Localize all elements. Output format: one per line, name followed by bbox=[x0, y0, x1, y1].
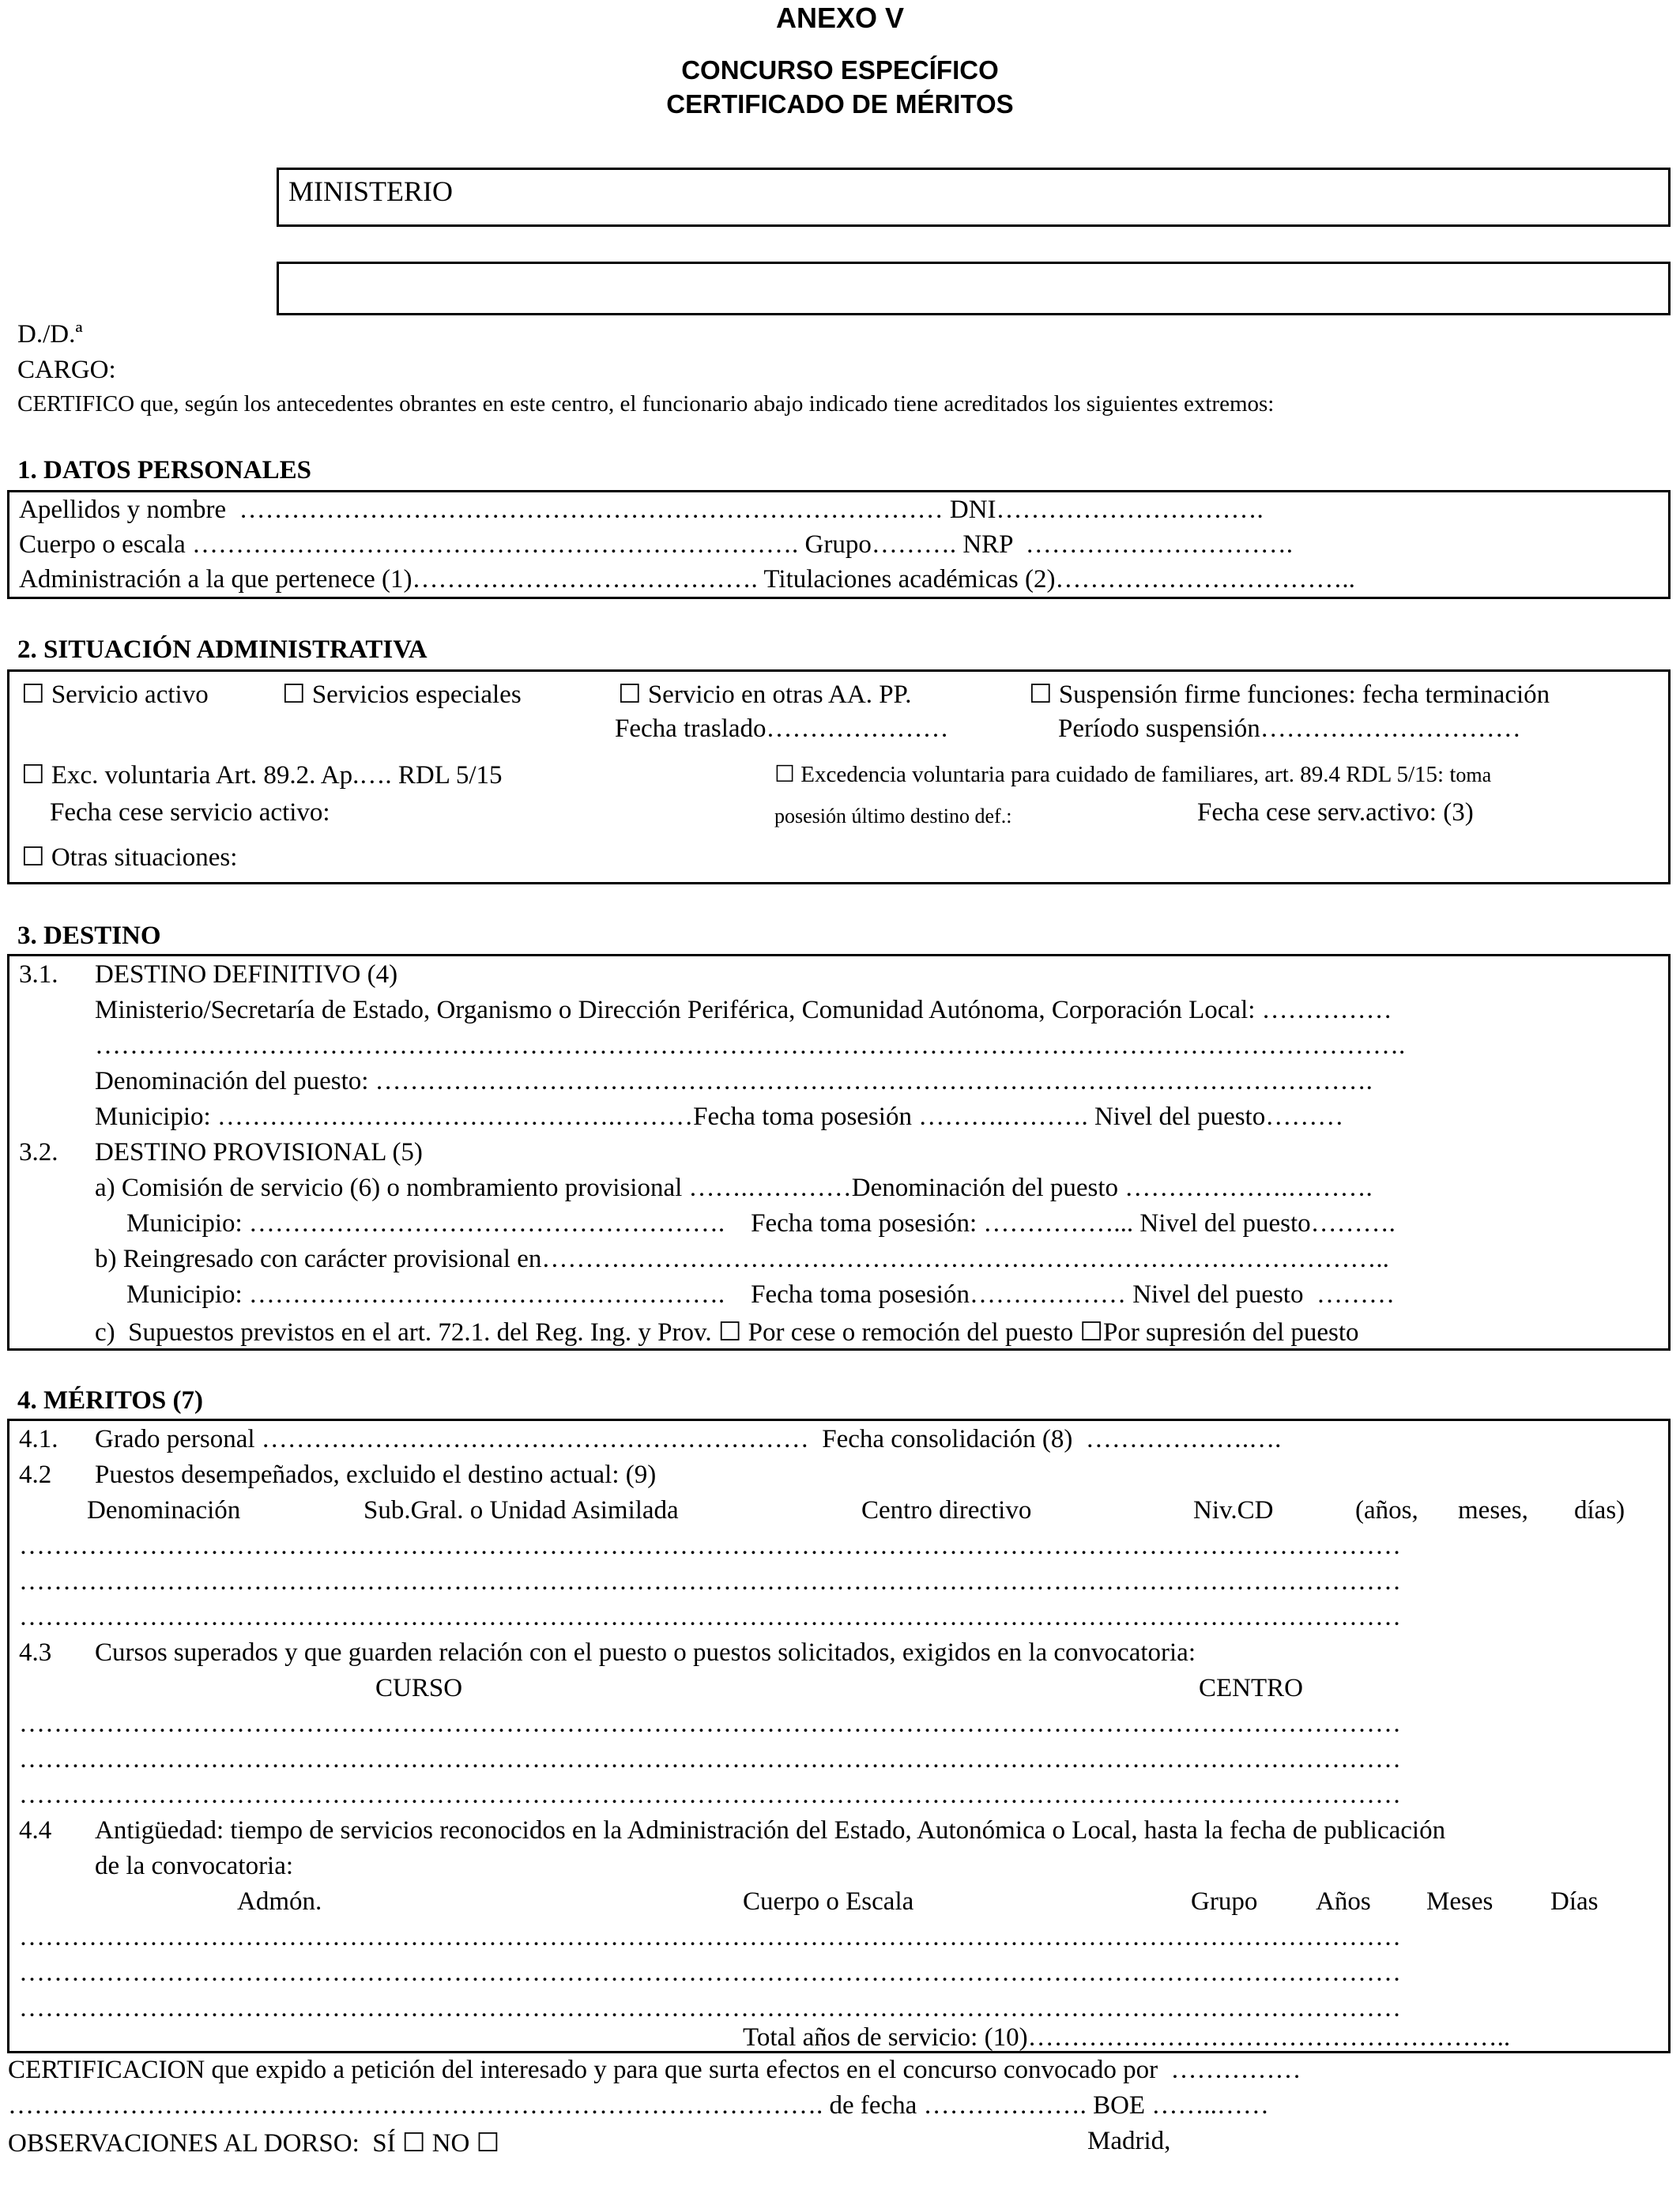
s3-2-municipio-b: Municipio: ………………………………………………. Fecha toma posesión……………… Nivel del puesto ……… bbox=[126, 1280, 1395, 1309]
certifico-text: CERTIFICO que, según los antecedentes obrantes en este centro, el funcionario abajo indicado tiene acreditados los siguientes extremos: bbox=[17, 391, 1275, 417]
checkbox-exc-voluntaria[interactable]: ☐ Exc. voluntaria Art. 89.2. Ap.…. RDL 5/15 bbox=[21, 761, 503, 790]
checkbox-suspension[interactable]: ☐ Suspensión firme funciones: fecha terminación bbox=[1029, 680, 1550, 709]
s4-4-title-cont: de la convocatoria: bbox=[95, 1852, 294, 1880]
checkbox-otras-aapp[interactable]: ☐ Servicio en otras AA. PP. bbox=[618, 680, 912, 709]
s4-4-col-anos: Años bbox=[1316, 1887, 1371, 1916]
fecha-cese-label: Fecha cese servicio activo: bbox=[50, 798, 330, 827]
unit-box[interactable] bbox=[277, 262, 1671, 315]
observaciones-line[interactable]: OBSERVACIONES AL DORSO: SÍ ☐ NO ☐ bbox=[8, 2129, 500, 2158]
s4-3-col-centro: CENTRO bbox=[1199, 1674, 1303, 1702]
s4-2-col-nivcd: Niv.CD bbox=[1193, 1496, 1274, 1525]
certificacion-line-1: CERTIFICACION que expido a petición del interesado y para que surta efectos en el concurso convocado por …………… bbox=[8, 2056, 1301, 2084]
s1-line-admin: Administración a la que pertenece (1)…………………………………. Titulaciones académicas (2)…………………………….. bbox=[19, 565, 1355, 594]
s4-3-row: …………………………………………………………………………………………………………………………………………… bbox=[19, 1745, 1401, 1774]
s3-2-comision: a) Comisión de servicio (6) o nombramiento provisional …….…………Denominación del puesto ……………….………. bbox=[95, 1174, 1373, 1202]
s1-title: 1. DATOS PERSONALES bbox=[17, 456, 311, 484]
periodo-suspension: Período suspensión………………………… bbox=[1058, 714, 1521, 743]
s4-1-grado: Grado personal ……………………………………………………… Fecha consolidación (8) ……………….…. bbox=[95, 1425, 1282, 1453]
s3-1-number: 3.1. bbox=[19, 960, 58, 989]
s4-box bbox=[7, 1419, 1671, 2053]
s3-2-supuestos: c) Supuestos previstos en el art. 72.1. del Reg. Ing. y Prov. ☐ Por cese o remoción del puesto ☐Por supresión del puesto bbox=[95, 1318, 1359, 1347]
s3-box bbox=[7, 954, 1671, 1351]
s3-title: 3. DESTINO bbox=[17, 922, 161, 950]
s4-4-total: Total años de servicio: (10)……………………………………………….. bbox=[743, 2023, 1511, 2052]
s4-title: 4. MÉRITOS (7) bbox=[17, 1386, 203, 1415]
s4-2-col-anos: (años, bbox=[1355, 1496, 1418, 1525]
s4-2-title: Puestos desempeñados, excluido el destino actual: (9) bbox=[95, 1461, 657, 1489]
s3-1-municipio: Municipio: ……………………………………….………Fecha toma posesión ……….………. Nivel del puesto……… bbox=[95, 1103, 1344, 1131]
fecha-traslado: Fecha traslado………………… bbox=[615, 714, 949, 743]
s4-3-number: 4.3 bbox=[19, 1638, 52, 1667]
cargo-label: CARGO: bbox=[17, 356, 116, 384]
s3-1-dots: ……………………………………………………………………………………………………………………………………. bbox=[95, 1031, 1406, 1060]
s3-2-title: DESTINO PROVISIONAL (5) bbox=[95, 1138, 423, 1167]
s4-1-number: 4.1. bbox=[19, 1425, 58, 1453]
s4-4-col-meses: Meses bbox=[1426, 1887, 1494, 1916]
checkbox-otras-situaciones[interactable]: ☐ Otras situaciones: bbox=[21, 843, 238, 872]
s4-4-col-cuerpo: Cuerpo o Escala bbox=[743, 1887, 914, 1916]
excedencia-text: ☐ Excedencia voluntaria para cuidado de familiares, art. 89.4 RDL 5/15: t bbox=[774, 762, 1456, 787]
s4-3-row: …………………………………………………………………………………………………………………………………………… bbox=[19, 1710, 1401, 1738]
s4-4-col-dias: Días bbox=[1550, 1887, 1599, 1916]
s3-1-ministerio: Ministerio/Secretaría de Estado, Organismo o Dirección Periférica, Comunidad Autónoma, Corporación Local: …………… bbox=[95, 996, 1392, 1024]
excedencia-text-end: oma bbox=[1456, 763, 1492, 786]
s4-4-col-admon: Admón. bbox=[237, 1887, 322, 1916]
s4-3-row: …………………………………………………………………………………………………………………………………………… bbox=[19, 1781, 1401, 1809]
posesion-ultimo-destino: posesión último destino def.: bbox=[774, 805, 1012, 827]
s4-4-title: Antigüedad: tiempo de servicios reconocidos en la Administración del Estado, Autonómica o Local, hasta la fecha de publicación bbox=[95, 1816, 1446, 1845]
checkbox-servicios-especiales[interactable]: ☐ Servicios especiales bbox=[282, 680, 522, 709]
s4-2-col-centro: Centro directivo bbox=[861, 1496, 1032, 1525]
s4-2-col-subgral: Sub.Gral. o Unidad Asimilada bbox=[363, 1496, 679, 1525]
title-line-2: CERTIFICADO DE MÉRITOS bbox=[666, 89, 1014, 119]
ministerio-box[interactable] bbox=[277, 168, 1671, 227]
s4-4-row: …………………………………………………………………………………………………………………………………………… bbox=[19, 1994, 1401, 2022]
s1-line-cuerpo: Cuerpo o escala ……………………………………………………………. Grupo………. NRP …………………………. bbox=[19, 530, 1294, 559]
s4-3-title: Cursos superados y que guarden relación con el puesto o puestos solicitados, exigidos en la convocatoria: bbox=[95, 1638, 1196, 1667]
s4-2-row: …………………………………………………………………………………………………………………………………………… bbox=[19, 1532, 1401, 1560]
s1-box bbox=[7, 490, 1671, 599]
s1-line-name: Apellidos y nombre ……………………………………………………………………… DNI…………………………. bbox=[19, 496, 1264, 524]
s4-2-number: 4.2 bbox=[19, 1461, 52, 1489]
s3-2-number: 3.2. bbox=[19, 1138, 58, 1167]
fecha-cese-serv-label: Fecha cese serv.activo: (3) bbox=[1197, 798, 1474, 827]
s4-4-row: …………………………………………………………………………………………………………………………………………… bbox=[19, 1923, 1401, 1951]
s3-2-municipio-a: Municipio: ………………………………………………. Fecha toma posesión: ……………... Nivel del puesto………. bbox=[126, 1209, 1396, 1238]
checkbox-excedencia-cuidado[interactable] bbox=[774, 760, 1491, 788]
s4-4-col-grupo: Grupo bbox=[1191, 1887, 1258, 1916]
checkbox-servicio-activo[interactable]: ☐ Servicio activo bbox=[21, 680, 209, 709]
s4-2-row: …………………………………………………………………………………………………………………………………………… bbox=[19, 1567, 1401, 1596]
s2-box bbox=[7, 669, 1671, 884]
ministerio-label: MINISTERIO bbox=[288, 175, 453, 207]
s2-title: 2. SITUACIÓN ADMINISTRATIVA bbox=[17, 635, 428, 664]
annex-title: ANEXO V bbox=[775, 2, 905, 34]
certificacion-line-2: …………………………………………………………………………………. de fecha ………………. BOE ……..…… bbox=[8, 2091, 1269, 2120]
s4-3-col-curso: CURSO bbox=[375, 1674, 463, 1702]
s4-2-col-meses: meses, bbox=[1458, 1496, 1528, 1525]
madrid-label: Madrid, bbox=[1087, 2127, 1171, 2155]
s3-2-reingresado: b) Reingresado con carácter provisional en…………………………………………………………………………………….. bbox=[95, 1245, 1389, 1273]
s3-1-denominacion: Denominación del puesto: ……………………………………………………………………………………………………. bbox=[95, 1067, 1373, 1095]
title-line-1: CONCURSO ESPECÍFICO bbox=[681, 55, 999, 85]
s4-2-col-denominacion: Denominación bbox=[87, 1496, 241, 1525]
s4-2-row: …………………………………………………………………………………………………………………………………………… bbox=[19, 1603, 1401, 1631]
dd-label: D./D.ª bbox=[17, 320, 83, 349]
s3-1-title: DESTINO DEFINITIVO (4) bbox=[95, 960, 398, 989]
s4-4-row: …………………………………………………………………………………………………………………………………………… bbox=[19, 1958, 1401, 1987]
s4-4-number: 4.4 bbox=[19, 1816, 52, 1845]
s4-2-col-dias: días) bbox=[1574, 1496, 1625, 1525]
